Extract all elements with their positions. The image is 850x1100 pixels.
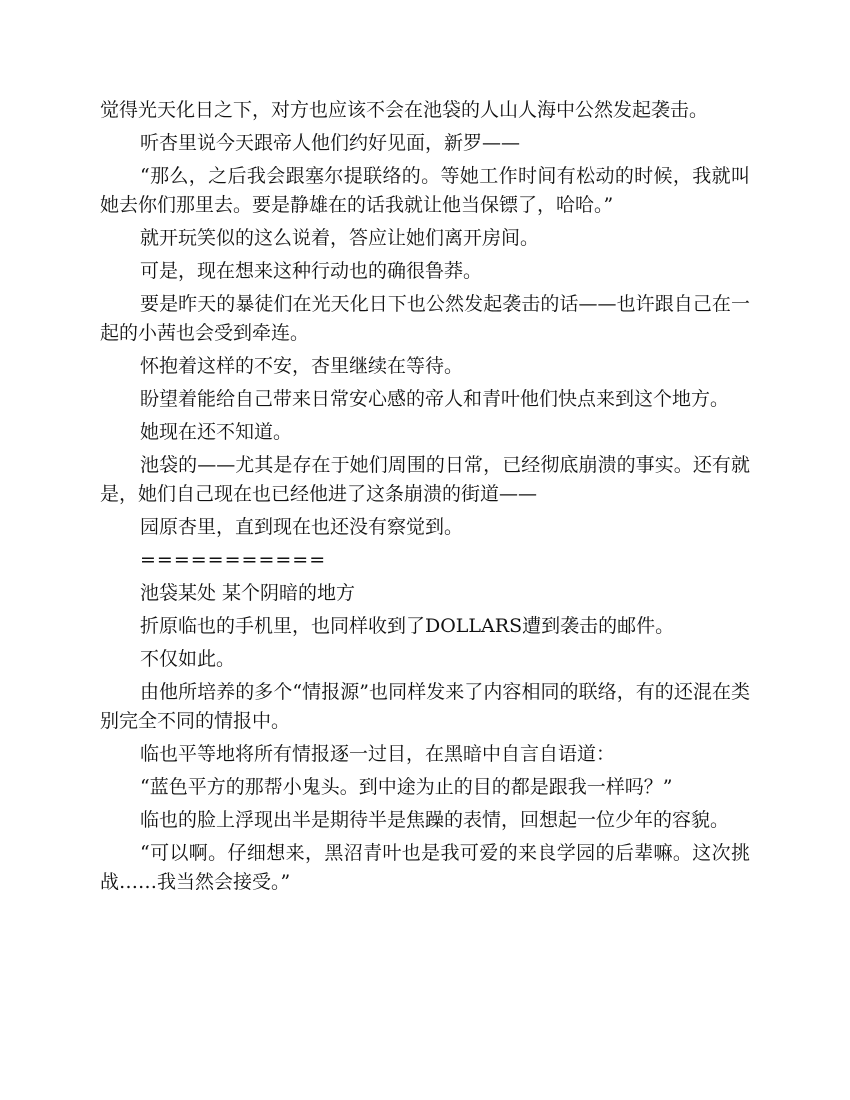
paragraph: 盼望着能给自己带来日常安心感的帝人和青叶他们快点来到这个地方。 [140, 388, 730, 410]
document-page [100, 96, 750, 901]
paragraph: “蓝色平方的那帮小鬼头。到中途为止的目的都是跟我一样吗？” [140, 776, 673, 798]
paragraph: 就开玩笑似的这么说着，答应让她们离开房间。 [140, 227, 540, 249]
paragraph: 她现在还不知道。 [140, 421, 293, 443]
paragraph: “那么，之后我会跟塞尔提联络的。等她工作时间有松动的时候，我就叫她去你们那里去。要是静雄在的话我就让他当保镖了，哈哈。” [100, 165, 750, 216]
paragraph: 听杏里说今天跟帝人他们约好见面，新罗—— [140, 132, 521, 154]
paragraph: 园原杏里，直到现在也还没有察觉到。 [140, 516, 464, 538]
paragraph: 要是昨天的暴徒们在光天化日下也公然发起袭击的话——也许跟自己在一起的小茜也会受到牵连。 [100, 293, 750, 344]
section-separator: =========== [140, 549, 327, 571]
paragraph: 觉得光天化日之下，对方也应该不会在池袋的人山人海中公然发起袭击。 [100, 99, 709, 121]
paragraph: 可是，现在想来这种行动也的确很鲁莽。 [140, 260, 483, 282]
paragraph: 临也平等地将所有情报逐一过目，在黑暗中自言自语道： [140, 743, 616, 765]
paragraph: 池袋的——尤其是存在于她们周围的日常，已经彻底崩溃的事实。还有就是，她们自己现在也已经他进了这条崩溃的街道—— [100, 454, 750, 505]
paragraph: 临也的脸上浮现出半是期待半是焦躁的表情，回想起一位少年的容貌。 [140, 809, 730, 831]
paragraph: 怀抱着这样的不安，杏里继续在等待。 [140, 355, 464, 377]
scene-heading: 池袋某处 某个阴暗的地方 [140, 582, 356, 604]
paragraph: 折原临也的手机里，也同样收到了DOLLARS遭到袭击的邮件。 [140, 615, 675, 637]
paragraph: 不仅如此。 [140, 648, 236, 670]
paragraph: “可以啊。仔细想来，黑沼青叶也是我可爱的来良学园的后辈嘛。这次挑战……我当然会接受。” [100, 842, 750, 893]
paragraph: 由他所培养的多个“情报源”也同样发来了内容相同的联络，有的还混在类别完全不同的情报中。 [100, 681, 750, 732]
